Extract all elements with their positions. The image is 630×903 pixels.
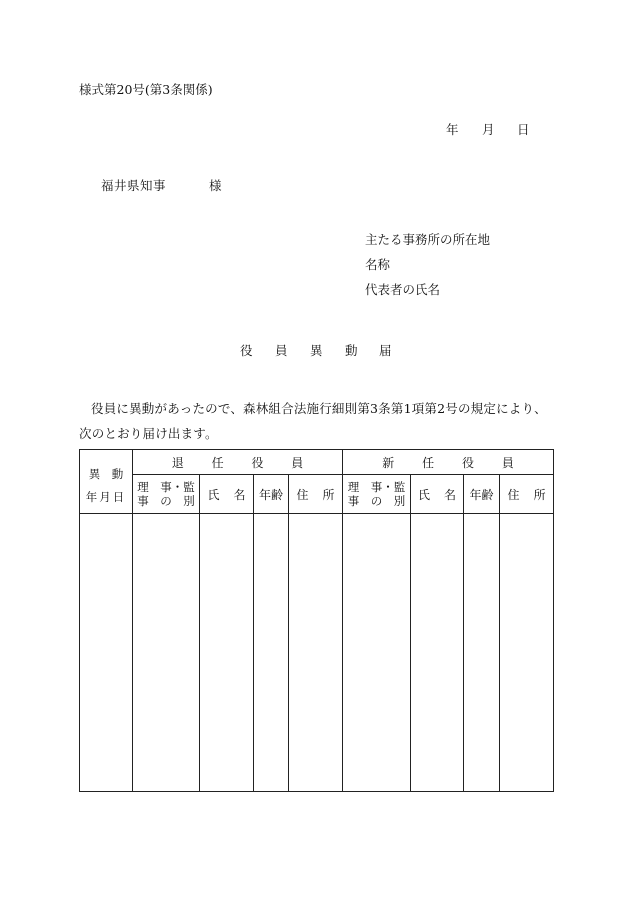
header-address-char: 住 bbox=[296, 487, 309, 502]
header-change-date-line2: 年月日 bbox=[85, 489, 127, 504]
group-char: 員 bbox=[501, 455, 514, 470]
title-char: 員 bbox=[275, 343, 288, 358]
group-char: 員 bbox=[291, 455, 304, 470]
body-text: 役員に異動があったので、森林組合法施行細則第3条第1項第2号の規定により、次のとおり届け出ます。 bbox=[79, 401, 547, 441]
entry-cell-change-date[interactable] bbox=[80, 514, 133, 792]
date-month-label: 月 bbox=[482, 122, 495, 137]
header-name-new bbox=[411, 475, 464, 514]
header-role-line1: 理 事・監 bbox=[137, 480, 195, 494]
date-day-label: 日 bbox=[517, 122, 530, 137]
entry-cell-name-new[interactable] bbox=[411, 514, 464, 792]
header-address-char: 住 bbox=[507, 487, 520, 502]
header-name-char: 氏 bbox=[207, 487, 220, 502]
header-age-new: 年齢 bbox=[464, 475, 500, 514]
group-char: 役 bbox=[461, 455, 474, 470]
entry-cell-role-new[interactable] bbox=[343, 514, 411, 792]
header-age-retired: 年齢 bbox=[254, 475, 289, 514]
group-char: 任 bbox=[211, 455, 224, 470]
title-char: 届 bbox=[379, 343, 392, 358]
header-retired-officers bbox=[133, 450, 343, 475]
entry-cell-age-new[interactable] bbox=[464, 514, 500, 792]
table-row bbox=[80, 514, 554, 792]
header-role-line2: 事 の 別 bbox=[347, 494, 406, 508]
entry-cell-role-retired[interactable] bbox=[133, 514, 200, 792]
form-number: 様式第20号(第3条関係) bbox=[79, 82, 213, 97]
sender-office-address-label: 主たる事務所の所在地 bbox=[365, 232, 491, 247]
title-char: 異 bbox=[310, 343, 323, 358]
addressee: 福井県知事 bbox=[101, 178, 167, 193]
title-char: 動 bbox=[345, 343, 358, 358]
header-name-char: 氏 bbox=[418, 487, 431, 502]
header-name-char: 名 bbox=[444, 487, 457, 502]
header-address-char: 所 bbox=[322, 487, 335, 502]
group-char: 役 bbox=[251, 455, 264, 470]
header-role-line1: 理 事・監 bbox=[347, 480, 406, 494]
header-change-date-line1: 異 動 bbox=[88, 466, 124, 481]
officer-change-table bbox=[79, 449, 554, 792]
header-role-retired bbox=[133, 475, 200, 514]
date-year-label: 年 bbox=[446, 122, 459, 137]
header-name-retired bbox=[200, 475, 254, 514]
entry-cell-age-retired[interactable] bbox=[254, 514, 289, 792]
sender-name-label: 名称 bbox=[365, 257, 391, 272]
header-address-char: 所 bbox=[533, 487, 546, 502]
entry-cell-name-retired[interactable] bbox=[200, 514, 254, 792]
header-new-officers bbox=[343, 450, 554, 475]
header-address-retired bbox=[289, 475, 343, 514]
entry-cell-address-new[interactable] bbox=[500, 514, 554, 792]
group-char: 任 bbox=[422, 455, 435, 470]
honorific: 様 bbox=[209, 178, 222, 193]
title-char: 役 bbox=[240, 343, 253, 358]
group-char: 退 bbox=[171, 455, 184, 470]
header-role-new bbox=[343, 475, 411, 514]
header-role-line2: 事 の 別 bbox=[137, 494, 195, 508]
header-address-new bbox=[500, 475, 554, 514]
header-change-date bbox=[80, 450, 133, 514]
sender-representative-label: 代表者の氏名 bbox=[365, 282, 441, 297]
group-char: 新 bbox=[382, 455, 395, 470]
entry-cell-address-retired[interactable] bbox=[289, 514, 343, 792]
header-name-char: 名 bbox=[233, 487, 246, 502]
